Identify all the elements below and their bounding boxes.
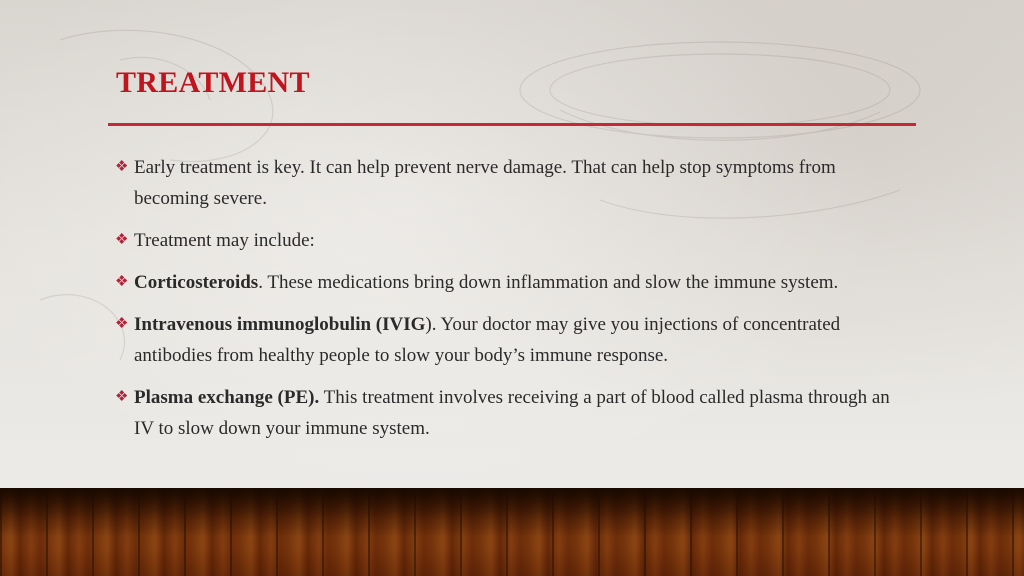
item-text: Treatment may include: bbox=[134, 230, 315, 251]
item-bold-text: Plasma exchange (PE). bbox=[134, 387, 320, 408]
list-item bbox=[112, 152, 902, 214]
item-bold-text: Corticosteroids bbox=[134, 272, 259, 293]
diamond-quad-bullet-icon: ❖ bbox=[115, 274, 129, 290]
item-text: ). Your doctor may give you injections of concentrated antibodies from healthy people to slow your body’s immune response. bbox=[134, 314, 841, 366]
bullet-list bbox=[112, 152, 902, 455]
list-item bbox=[112, 225, 902, 256]
list-item bbox=[112, 382, 902, 444]
diamond-quad-bullet-icon: ❖ bbox=[115, 389, 129, 405]
diamond-quad-bullet-icon: ❖ bbox=[115, 232, 129, 248]
list-item bbox=[112, 267, 902, 298]
title-underline-rule bbox=[108, 123, 916, 126]
item-text: This treatment involves receiving a part of blood called plasma through an IV to slow down your immune system. bbox=[134, 387, 890, 439]
item-bold-text: Intravenous immunoglobulin (IVIG bbox=[134, 314, 426, 335]
diamond-quad-bullet-icon: ❖ bbox=[115, 316, 129, 332]
floor-shadow-overlay bbox=[0, 488, 1024, 576]
item-text: . These medications bring down inflammation and slow the immune system. bbox=[258, 272, 839, 293]
slide-title: TREATMENT bbox=[116, 66, 310, 99]
list-item bbox=[112, 309, 902, 371]
diamond-quad-bullet-icon: ❖ bbox=[115, 159, 129, 175]
item-text: Early treatment is key. It can help prevent nerve damage. That can help stop symptoms from becoming severe. bbox=[134, 157, 836, 209]
